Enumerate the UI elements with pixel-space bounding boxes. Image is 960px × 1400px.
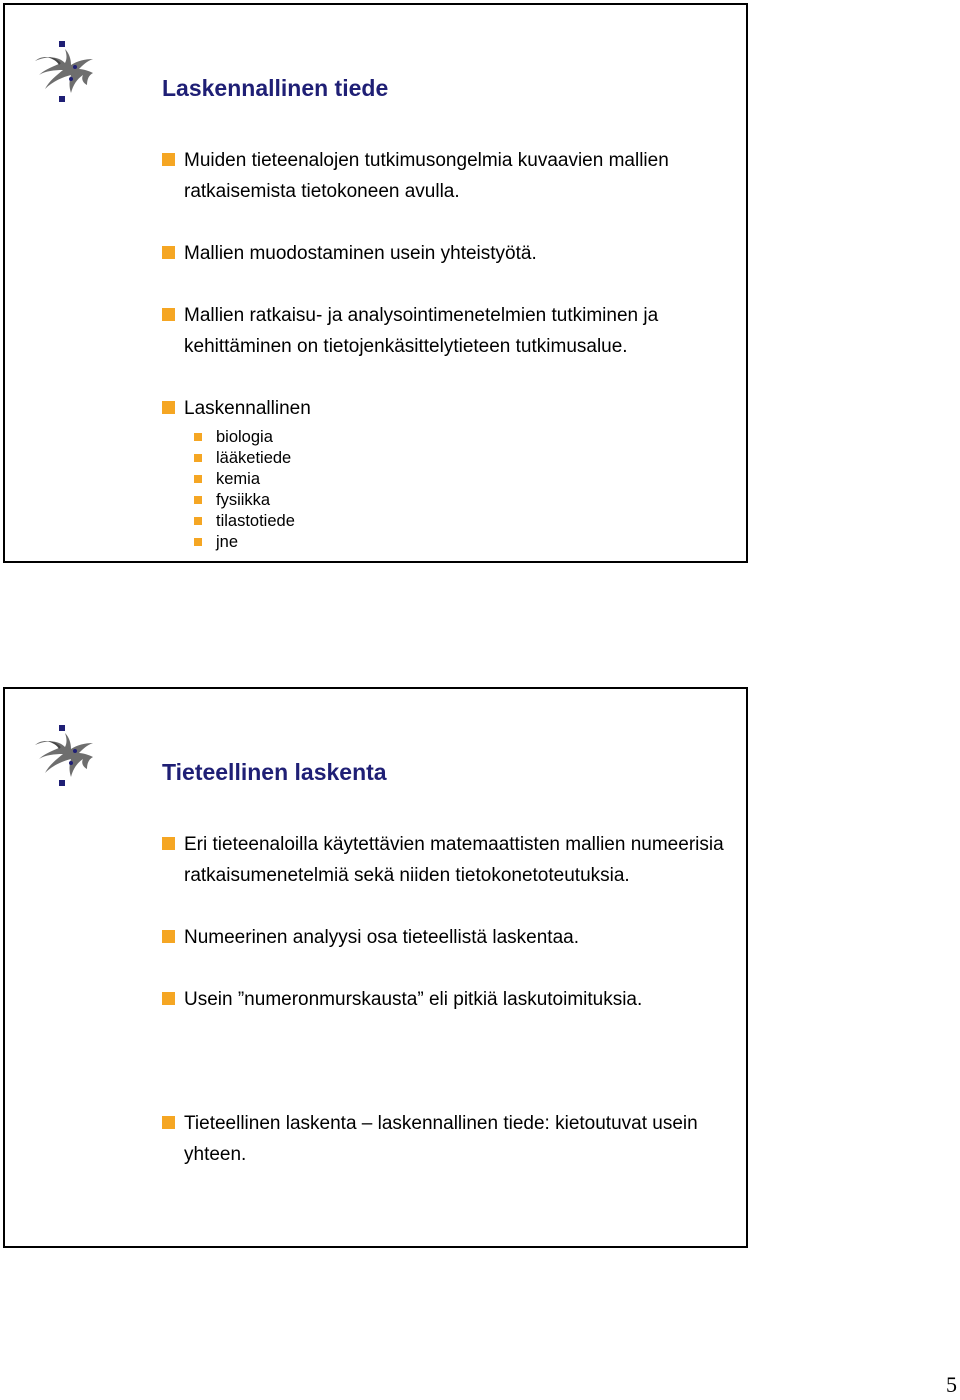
bullet-square-icon xyxy=(162,153,175,166)
list-item xyxy=(162,238,732,269)
slide-tieteellinen-laskenta xyxy=(3,687,748,1248)
sub-list-item xyxy=(194,427,732,448)
sub-bullet-square-icon xyxy=(194,538,202,546)
sub-bullet-square-icon xyxy=(194,496,202,504)
bullet-square-icon xyxy=(162,246,175,259)
sub-bullet-square-icon xyxy=(194,433,202,441)
sub-bullet-square-icon xyxy=(194,475,202,483)
slide-title: Tieteellinen laskenta xyxy=(162,759,387,785)
bullet-list xyxy=(162,145,732,553)
list-item xyxy=(162,922,732,953)
slide-title: Laskennallinen tiede xyxy=(162,75,389,101)
sub-list-item xyxy=(194,532,732,553)
university-flame-logo-icon xyxy=(31,39,97,105)
bullet-square-icon xyxy=(162,401,175,414)
university-flame-logo-icon xyxy=(31,723,97,789)
list-item xyxy=(162,829,732,891)
list-item xyxy=(162,145,732,207)
bullet-text: Eri tieteenaloilla käytettävien matemaattisten mallien numeerisia ratkaisumenetelmiä sekä niiden tietokonetoteutuksia. xyxy=(184,834,724,886)
list-item xyxy=(162,393,732,553)
sub-bullet-text: lääketiede xyxy=(216,449,292,467)
bullet-text: Numeerinen analyysi osa tieteellistä laskentaa. xyxy=(184,927,579,948)
bullet-square-icon xyxy=(162,992,175,1005)
sub-bullet-text: kemia xyxy=(216,470,261,488)
bullet-square-icon xyxy=(162,837,175,850)
sub-bullet-text: tilastotiede xyxy=(216,512,295,530)
bullet-square-icon xyxy=(162,308,175,321)
bullet-square-icon xyxy=(162,1116,175,1129)
sub-bullet-square-icon xyxy=(194,454,202,462)
bullet-text: Muiden tieteenalojen tutkimusongelmia kuvaavien mallien ratkaisemista tietokoneen avulla. xyxy=(184,150,669,202)
sub-list-item xyxy=(194,511,732,532)
list-item xyxy=(162,300,732,362)
sub-bullet-text: jne xyxy=(216,533,239,551)
bullet-text: Mallien ratkaisu- ja analysointimenetelmien tutkiminen ja kehittäminen on tietojenkäsittelytieteen tutkimusalue. xyxy=(184,305,659,357)
list-item xyxy=(162,984,732,1015)
sub-list-item xyxy=(194,448,732,469)
bullet-text: Laskennallinen xyxy=(184,398,311,419)
slide-laskennallinen-tiede xyxy=(3,3,748,563)
sub-bullet-text: biologia xyxy=(216,428,273,446)
bullet-list xyxy=(162,829,732,1170)
bullet-square-icon xyxy=(162,930,175,943)
bullet-text: Mallien muodostaminen usein yhteistyötä. xyxy=(184,243,537,264)
bullet-text: Tieteellinen laskenta – laskennallinen tiede: kietoutuvat usein yhteen. xyxy=(184,1113,698,1165)
sub-list-item xyxy=(194,490,732,511)
bullet-text: Usein ”numeronmurskausta” eli pitkiä laskutoimituksia. xyxy=(184,989,643,1010)
sub-list-item xyxy=(194,469,732,490)
sub-bullet-text: fysiikka xyxy=(216,491,271,509)
sub-bullet-list xyxy=(194,427,732,553)
sub-bullet-square-icon xyxy=(194,517,202,525)
list-item xyxy=(162,1108,732,1170)
page-number: 5 xyxy=(946,1372,957,1397)
